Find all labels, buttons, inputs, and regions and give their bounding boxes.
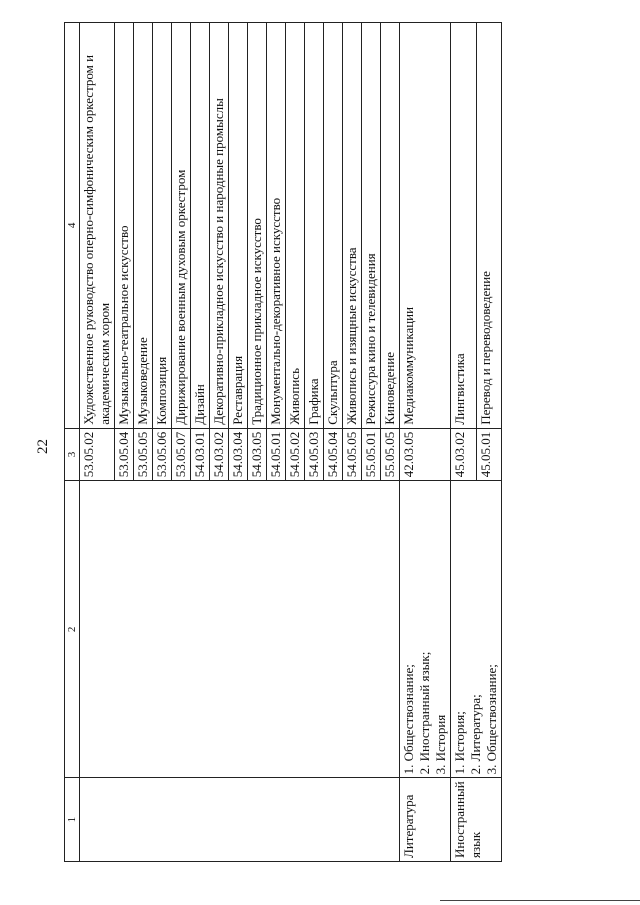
header-col-4: 4 — [65, 23, 80, 429]
code-cell: 42.03.05 — [400, 428, 451, 481]
name-cell: Музыкально-театральное искусство — [115, 23, 134, 429]
name-cell: Музыковедение — [134, 23, 153, 429]
code-cell: 53.05.05 — [134, 428, 153, 481]
table-row — [400, 23, 451, 862]
subjects-table — [64, 22, 502, 862]
code-cell: 55.05.01 — [362, 428, 381, 481]
name-cell: Скульптура — [324, 23, 343, 429]
code-cell: 53.05.07 — [172, 428, 191, 481]
related-subject-item: 1. Обществознание; — [401, 664, 416, 775]
related-subject-item: 2. Иностранный язык; — [417, 651, 432, 775]
related-subject-item: 3. История — [433, 714, 448, 775]
code-cell: 54.05.03 — [305, 428, 324, 481]
subject-cell-empty — [80, 778, 400, 862]
name-cell: Декоративно-прикладное искусство и народные промыслы — [210, 23, 229, 429]
name-cell: Перевод и переводоведение — [476, 23, 502, 429]
name-cell: Дизайн — [191, 23, 210, 429]
page-number: 22 — [34, 439, 51, 454]
related-subject-item: 1. История; — [452, 711, 467, 775]
name-cell: Традиционное прикладное искусство — [248, 23, 267, 429]
related-subjects-cell — [400, 481, 451, 778]
header-row — [65, 23, 80, 862]
name-cell: Реставрация — [229, 23, 248, 429]
name-cell: Режиссура кино и телевидения — [362, 23, 381, 429]
header-col-1: 1 — [65, 778, 80, 862]
scan-edge-line — [440, 900, 640, 901]
name-cell: Живопись и изящные искусства — [343, 23, 362, 429]
code-cell: 54.03.01 — [191, 428, 210, 481]
header-col-3: 3 — [65, 428, 80, 481]
name-cell: Киноведение — [381, 23, 400, 429]
table-row — [451, 23, 477, 862]
related-subject-item: 3. Обществознание; — [484, 664, 499, 775]
name-cell: Медиакоммуникации — [400, 23, 451, 429]
code-cell: 54.03.05 — [248, 428, 267, 481]
code-cell: 54.05.02 — [286, 428, 305, 481]
code-cell: 53.05.02 — [80, 428, 115, 481]
header-col-2: 2 — [65, 481, 80, 778]
code-cell: 54.03.04 — [229, 428, 248, 481]
subject-cell: Иностранный язык — [451, 778, 502, 862]
code-cell: 54.03.02 — [210, 428, 229, 481]
code-cell: 45.05.01 — [476, 428, 502, 481]
name-cell: Живопись — [286, 23, 305, 429]
related-subject-item: 2. Литература; — [468, 694, 483, 775]
name-cell: Художественное руководство оперно-симфоническим оркестром и академическим хором — [80, 23, 115, 429]
code-cell: 53.05.06 — [153, 428, 172, 481]
subject-cell: Литература — [400, 778, 451, 862]
rotated-table-wrapper — [64, 22, 504, 862]
code-cell: 54.05.05 — [343, 428, 362, 481]
code-cell: 54.05.04 — [324, 428, 343, 481]
related-cell-empty — [80, 481, 400, 778]
name-cell: Композиция — [153, 23, 172, 429]
code-cell: 54.05.01 — [267, 428, 286, 481]
name-cell: Дирижирование военным духовым оркестром — [172, 23, 191, 429]
name-cell: Графика — [305, 23, 324, 429]
name-cell: Лингвистика — [451, 23, 477, 429]
related-subjects-cell — [451, 481, 502, 778]
code-cell: 55.05.05 — [381, 428, 400, 481]
table-row — [80, 23, 115, 862]
code-cell: 45.03.02 — [451, 428, 477, 481]
name-cell: Монументально-декоративное искусство — [267, 23, 286, 429]
code-cell: 53.05.04 — [115, 428, 134, 481]
